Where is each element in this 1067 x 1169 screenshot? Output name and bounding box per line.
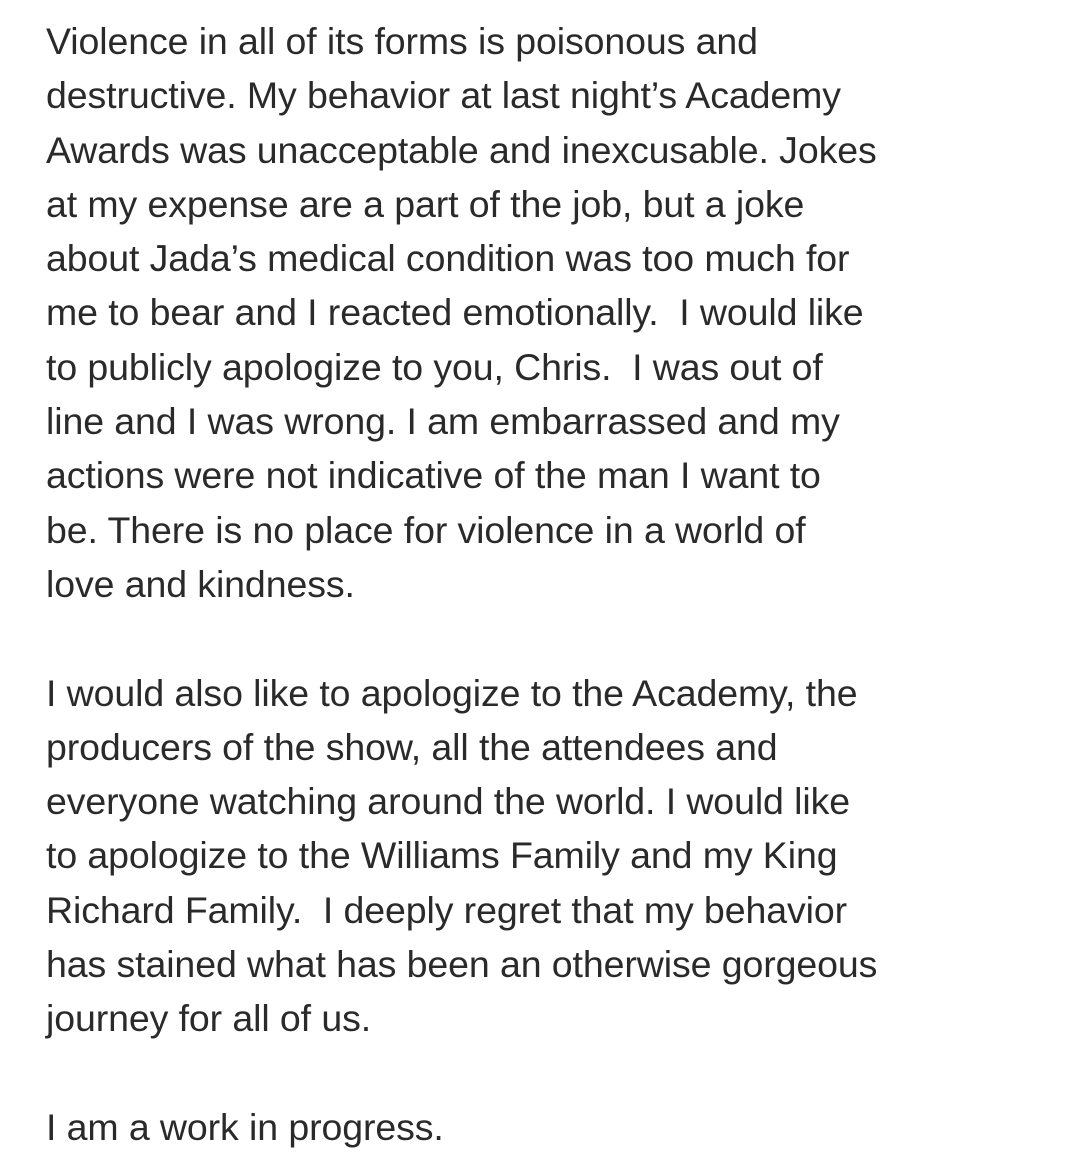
text-line: me to bear and I reacted emotionally. I would like (46, 291, 864, 334)
text-line: I am a work in progress. (46, 1105, 444, 1148)
paragraph-spacer (46, 1046, 1046, 1100)
text-line: line and I was wrong. I am embarrassed and my (46, 400, 840, 443)
text-line: love and kindness. (46, 562, 355, 605)
text-line: everyone watching around the world. I would like (46, 780, 850, 823)
paragraph-1 (46, 14, 1046, 611)
text-line: journey for all of us. (46, 997, 372, 1040)
text-line: to publicly apologize to you, Chris. I was out of (46, 345, 823, 388)
text-line: Richard Family. I deeply regret that my behavior (46, 888, 847, 931)
text-line: about Jada’s medical condition was too much for (46, 237, 850, 280)
text-line: producers of the show, all the attendees and (46, 725, 778, 768)
text-line: has stained what has been an otherwise gorgeous (46, 943, 878, 986)
text-line: I would also like to apologize to the Academy, the (46, 671, 858, 714)
text-line: actions were not indicative of the man I want to (46, 454, 821, 497)
text-line: be. There is no place for violence in a world of (46, 508, 806, 551)
text-line: destructive. My behavior at last night’s Academy (46, 74, 841, 117)
text-line: Violence in all of its forms is poisonous and (46, 20, 758, 62)
text-line: Awards was unacceptable and inexcusable. Jokes (46, 128, 877, 171)
paragraph-spacer (46, 611, 1046, 665)
text-line: at my expense are a part of the job, but a joke (46, 182, 805, 225)
paragraph-2 (46, 666, 1046, 1046)
text-line: to apologize to the Williams Family and my King (46, 834, 838, 877)
statement-document (46, 14, 1046, 1154)
paragraph-3 (46, 1100, 1046, 1154)
